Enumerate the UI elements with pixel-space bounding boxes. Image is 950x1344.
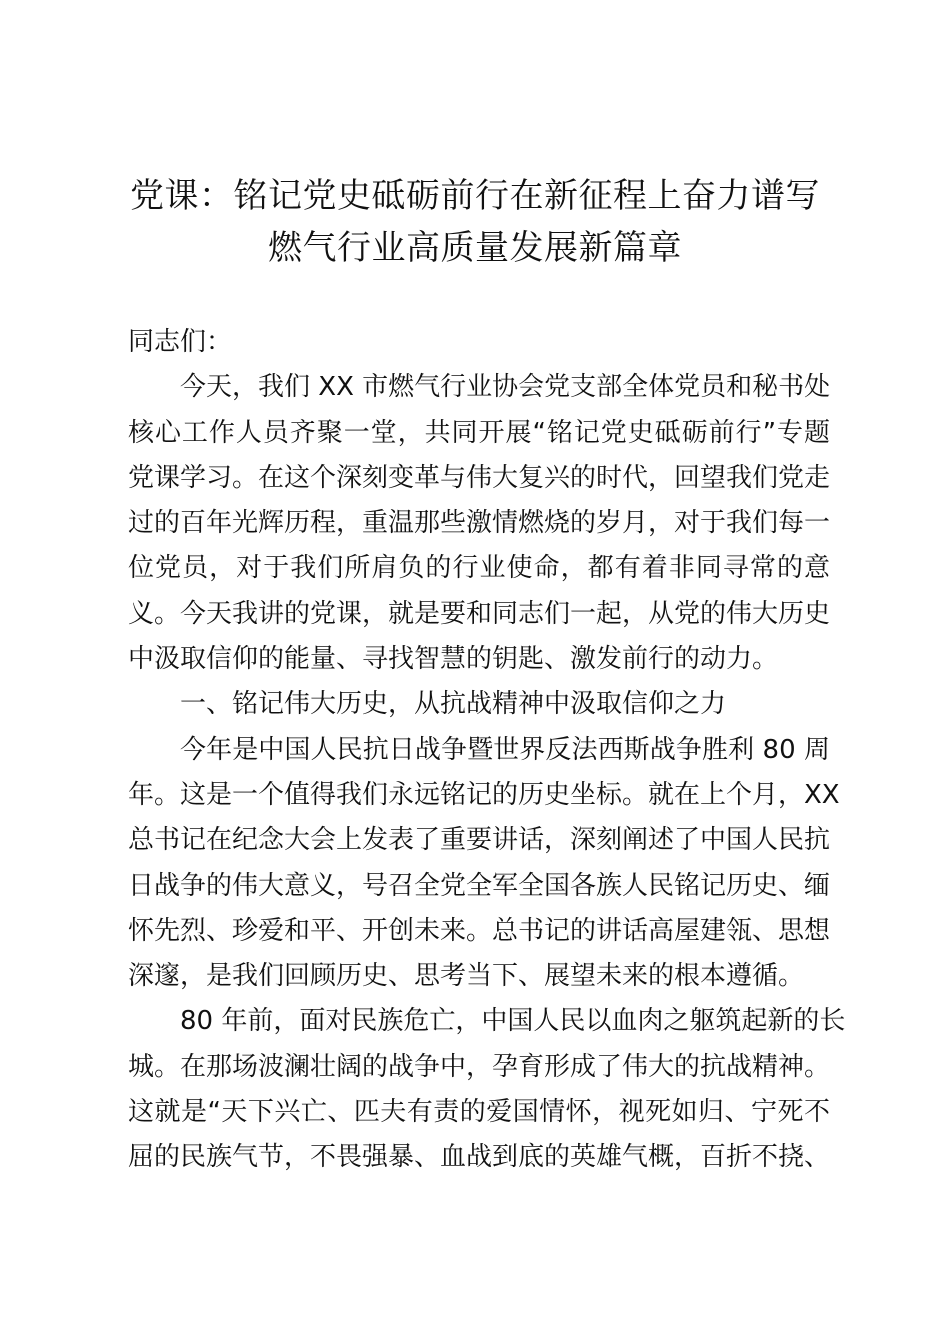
paragraph-1-line: 过的百年光辉历程，重温那些激情燃烧的岁月，对于我们每一 — [128, 508, 831, 539]
paragraph-2-line: 深邃，是我们回顾历史、思考当下、展望未来的根本遵循。 — [128, 961, 805, 992]
salutation: 同志们： — [128, 327, 233, 357]
paragraph-2-line: 今年是中国人民抗日战争暨世界反法西斯战争胜利 80 周 — [180, 734, 830, 765]
paragraph-1-line: 今天，我们 XX 市燃气行业协会党支部全体党员和秘书处 — [180, 372, 831, 403]
paragraph-2-line: 日战争的伟大意义，号召全党全军全国各族人民铭记历史、缅 — [128, 870, 831, 901]
paragraph-1-line: 党课学习。在这个深刻变革与伟大复兴的时代，回望我们党走 — [128, 462, 831, 493]
document-title-line-2: 燃气行业高质量发展新篇章 — [268, 228, 682, 268]
paragraph-3-line: 屈的民族气节，不畏强暴、血战到底的英雄气概，百折不挠、 — [128, 1142, 831, 1173]
paragraph-3-line: 这就是“天下兴亡、匹夫有责的爱国情怀，视死如归、宁死不 — [128, 1097, 830, 1128]
paragraph-2-line: 怀先烈、珍爱和平、开创未来。总书记的讲话高屋建瓴、思想 — [128, 915, 831, 946]
paragraph-1-line: 位党员，对于我们所肩负的行业使命，都有着非同寻常的意 — [128, 553, 830, 584]
paragraph-1-line: 义。今天我讲的党课，就是要和同志们一起，从党的伟大历史 — [128, 598, 831, 629]
document-body — [128, 320, 846, 1181]
paragraph-1-line: 核心工作人员齐聚一堂，共同开展“铭记党史砥砺前行”专题 — [128, 417, 830, 448]
paragraph-2-line: 年。这是一个值得我们永远铭记的历史坐标。就在上个月，XX — [128, 779, 840, 810]
section-1-heading: 一、铭记伟大历史，从抗战精神中汲取信仰之力 — [180, 689, 727, 720]
paragraph-3-line: 80 年前，面对民族危亡，中国人民以血肉之躯筑起新的长 — [180, 1006, 846, 1037]
paragraph-3-line: 城。在那场波澜壮阔的战争中，孕育形成了伟大的抗战精神。 — [128, 1051, 831, 1082]
document-title-line-1: 党课：铭记党史砥砺前行在新征程上奋力谱写 — [130, 176, 820, 216]
paragraph-1-line: 中汲取信仰的能量、寻找智慧的钥匙、激发前行的动力。 — [128, 644, 779, 675]
paragraph-2-line: 总书记在纪念大会上发表了重要讲话，深刻阐述了中国人民抗 — [128, 825, 831, 856]
